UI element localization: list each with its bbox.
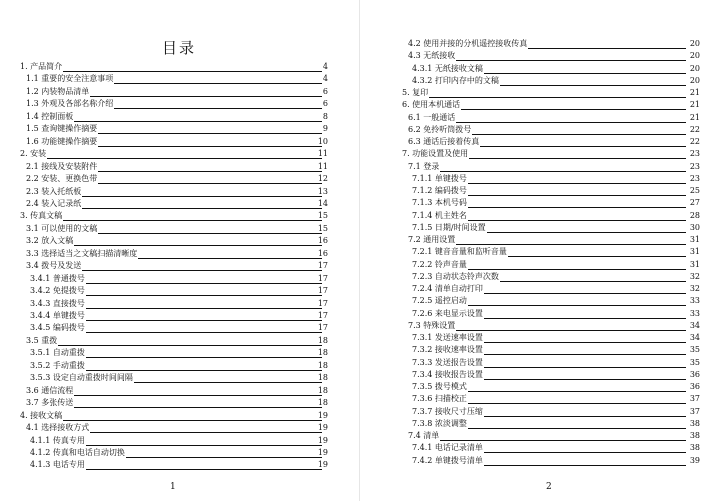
toc-entry-page: 19 (317, 447, 328, 457)
toc-entry-label: 3.6 通信流程 (26, 385, 74, 395)
toc-entry[interactable] (0, 285, 358, 297)
toc-entry[interactable] (362, 197, 720, 209)
toc-entry-page: 12 (317, 174, 328, 184)
toc-entry[interactable] (362, 99, 720, 111)
toc-entry-label: 1.6 功能键操作摘要 (26, 136, 98, 146)
toc-entry[interactable] (362, 173, 720, 185)
page-number-right: 2 (546, 482, 552, 492)
toc-entry[interactable] (362, 344, 720, 356)
toc-entry[interactable] (0, 422, 358, 434)
toc-entry-page: 25 (689, 186, 700, 195)
toc-entry-page: 33 (689, 308, 700, 318)
toc-entry-page: 6 (322, 99, 328, 109)
toc-entry[interactable] (362, 381, 720, 393)
toc-entry[interactable] (0, 161, 358, 173)
toc-entry-label: 3.4.2 免提拨号 (30, 286, 85, 296)
toc-leader-line (408, 440, 686, 441)
toc-entry[interactable] (0, 223, 358, 235)
toc-entry-label: 7.3.8 浓淡调整 (412, 418, 467, 428)
toc-entry-label: 4.3.1 无纸接收文稿 (412, 63, 483, 73)
toc-entry-label: 3.4.4 单键拨号 (30, 311, 85, 320)
toc-entry-label: 1.5 查询键操作摘要 (26, 124, 98, 134)
toc-entry-page: 17 (317, 298, 328, 308)
toc-leader-line (26, 345, 322, 346)
toc-entry[interactable] (362, 124, 720, 136)
toc-entry-page: 23 (689, 173, 700, 183)
toc-entry[interactable] (362, 112, 720, 124)
toc-entry-page: 20 (689, 75, 700, 85)
toc-entry-label: 7.2.3 自动状态铃声次数 (412, 271, 499, 281)
page-divider (359, 0, 360, 501)
toc-entry-page: 37 (689, 406, 700, 416)
toc-entry[interactable] (362, 50, 720, 62)
toc-entry-page: 34 (689, 320, 700, 330)
toc-entry[interactable] (0, 210, 358, 222)
toc-entry-label: 7.2.1 键音音量和监听音量 (412, 247, 507, 257)
toc-entry[interactable] (0, 447, 358, 459)
toc-entry-page: 39 (689, 455, 700, 465)
toc-entry-page: 18 (317, 348, 328, 358)
toc-entry-page: 4 (322, 62, 328, 71)
toc-entry[interactable] (362, 271, 720, 283)
toc-entry-page: 38 (689, 431, 700, 440)
toc-entry-page: 11 (317, 161, 328, 171)
toc-entry-page: 17 (317, 286, 328, 296)
toc-entry-label: 7.2.5 遥控启动 (412, 296, 467, 306)
toc-entry-page: 36 (689, 382, 700, 391)
toc-entry-label: 2. 安装 (20, 149, 47, 159)
toc-entry-label: 4.3.2 打印内存中的文稿 (412, 75, 499, 85)
toc-entry-label: 2.2 安装、更换色带 (26, 174, 98, 184)
toc-entry[interactable] (0, 435, 358, 447)
toc-entry-page: 18 (317, 398, 328, 408)
toc-entry-label: 2.1 接线及安装附件 (26, 161, 98, 171)
toc-entry-label: 7.3.5 拨号模式 (412, 382, 467, 391)
toc-entry-page: 19 (317, 410, 328, 420)
toc-entry-label: 7.2 通用设置 (408, 235, 456, 244)
toc-entry-label: 7.3.1 发送速率设置 (412, 333, 483, 342)
toc-entry[interactable] (362, 308, 720, 320)
toc-entry-label: 7.3 特殊设置 (408, 320, 456, 330)
toc-entry-label: 1.1 重要的安全注意事项 (26, 74, 114, 84)
toc-entry[interactable] (362, 210, 720, 222)
toc-entry-page: 32 (689, 284, 700, 293)
toc-page-right (362, 0, 720, 501)
toc-entry[interactable] (0, 322, 358, 334)
toc-entry[interactable] (362, 136, 720, 148)
toc-list-right (362, 0, 720, 501)
toc-entry-label: 3. 传真文稿 (20, 211, 63, 221)
toc-entry[interactable] (0, 235, 358, 247)
toc-entry-label: 7.3.2 接收速率设置 (412, 345, 483, 355)
toc-leader-line (20, 420, 322, 421)
toc-entry[interactable] (0, 111, 358, 123)
toc-entry-page: 10 (317, 136, 328, 146)
toc-entry[interactable] (362, 430, 720, 442)
toc-entry-page: 35 (689, 345, 700, 355)
toc-entry-label: 3.2 放入文稿 (26, 236, 74, 246)
toc-entry[interactable] (0, 310, 358, 322)
toc-title: 目录 (161, 39, 196, 57)
toc-entry[interactable] (0, 459, 358, 471)
toc-entry[interactable] (0, 186, 358, 198)
toc-entry[interactable] (362, 161, 720, 173)
toc-entry[interactable] (0, 410, 358, 422)
toc-entry-label: 7.3.3 发送报告设置 (412, 357, 483, 367)
toc-entry[interactable] (362, 393, 720, 405)
toc-entry[interactable] (0, 248, 358, 260)
page-number-left: 1 (170, 482, 176, 492)
toc-entry-page: 21 (689, 100, 700, 110)
toc-entry[interactable] (0, 298, 358, 310)
toc-entry[interactable] (0, 148, 358, 160)
toc-entry-page: 22 (689, 124, 700, 134)
toc-entry[interactable] (0, 98, 358, 110)
toc-entry-page: 19 (317, 460, 328, 470)
toc-entry[interactable] (0, 273, 358, 285)
toc-entry[interactable] (0, 385, 358, 397)
toc-entry-label: 3.5 重拨 (26, 335, 58, 345)
toc-entry-label: 7.4 清单 (408, 431, 440, 440)
toc-entry-label: 1.2 内装物品清单 (26, 86, 90, 96)
toc-entry[interactable] (0, 61, 358, 73)
toc-entry-label: 3.4.3 直接拨号 (30, 298, 85, 308)
toc-entry[interactable] (0, 136, 358, 148)
toc-entry[interactable] (362, 234, 720, 246)
toc-entry-label: 4.1.2 传真和电话自动切换 (30, 447, 125, 457)
toc-entry-page: 37 (689, 394, 700, 404)
toc-entry[interactable] (362, 295, 720, 307)
toc-entry-page: 20 (689, 39, 700, 48)
toc-entry[interactable] (362, 320, 720, 332)
toc-entry-label: 4.3 无纸接收 (408, 51, 456, 61)
toc-entry-page: 23 (689, 161, 700, 171)
toc-entry-page: 4 (322, 74, 328, 84)
toc-entry-label: 4.1.3 电话专用 (30, 460, 85, 470)
toc-entry-page: 18 (317, 360, 328, 370)
toc-entry-label: 2.3 装入托纸板 (26, 186, 82, 196)
toc-entry-page: 17 (317, 273, 328, 283)
toc-entry[interactable] (0, 73, 358, 85)
toc-entry-page: 9 (322, 124, 328, 134)
toc-entry-page: 20 (689, 51, 700, 61)
toc-entry[interactable] (362, 63, 720, 75)
toc-entry-page: 31 (689, 235, 700, 244)
toc-entry[interactable] (362, 406, 720, 418)
toc-entry-page: 28 (689, 210, 700, 220)
toc-entry-page: 32 (689, 271, 700, 281)
toc-entry-label: 4. 接收文稿 (20, 410, 63, 420)
toc-entry[interactable] (0, 335, 358, 347)
toc-entry-page: 17 (317, 261, 328, 271)
toc-entry-page: 13 (317, 186, 328, 196)
toc-entry-label: 7.1.4 机主姓名 (412, 210, 467, 220)
toc-entry-page: 18 (317, 373, 328, 383)
toc-entry-page: 18 (317, 335, 328, 345)
toc-entry[interactable] (0, 347, 358, 359)
toc-entry[interactable] (0, 260, 358, 272)
toc-entry-label: 1.3 外观及各部名称介绍 (26, 99, 114, 109)
toc-entry-page: 21 (689, 112, 700, 122)
toc-entry-label: 7.4.2 单键拨号清单 (412, 455, 483, 465)
toc-entry-page: 17 (317, 311, 328, 320)
toc-page-left (0, 0, 358, 501)
toc-entry-page: 16 (317, 236, 328, 246)
toc-entry-page: 38 (689, 443, 700, 453)
toc-entry-page: 21 (689, 88, 700, 97)
toc-entry-label: 2.4 装入记录纸 (26, 198, 82, 208)
toc-entry-label: 3.7 多张传送 (26, 398, 74, 408)
toc-entry-label: 7.3.7 接收尺寸压缩 (412, 406, 483, 416)
toc-entry[interactable] (0, 198, 358, 210)
toc-leader-line (408, 171, 686, 172)
toc-entry-label: 3.5.3 设定自动重拨时间间隔 (30, 373, 133, 383)
toc-entry-page: 23 (689, 149, 700, 159)
toc-entry[interactable] (362, 259, 720, 271)
toc-entry-page: 36 (689, 369, 700, 379)
toc-entry-label: 7.2.2 铃声音量 (412, 259, 467, 269)
toc-entry[interactable] (362, 75, 720, 87)
toc-entry-label: 7.2.6 来电显示设置 (412, 308, 483, 318)
toc-entry-label: 1. 产品简介 (20, 62, 63, 71)
toc-entry-page: 20 (689, 63, 700, 73)
toc-entry-page: 33 (689, 296, 700, 306)
toc-entry-label: 3.4.1 普通拨号 (30, 273, 85, 283)
toc-entry-label: 6.3 通话后接着传真 (408, 137, 480, 146)
toc-entry[interactable] (362, 455, 720, 467)
toc-entry-page: 38 (689, 418, 700, 428)
toc-entry-page: 8 (322, 111, 328, 121)
toc-entry-label: 4.1.1 传真专用 (30, 435, 85, 445)
toc-entry-label: 7.2.4 清单自动打印 (412, 284, 483, 293)
toc-entry-page: 11 (317, 149, 328, 159)
toc-entry[interactable] (362, 148, 720, 160)
toc-entry-label: 7.3.4 接收报告设置 (412, 369, 483, 379)
toc-entry-label: 3.1 可以使用的文稿 (26, 223, 98, 233)
toc-entry-page: 15 (317, 211, 328, 221)
toc-entry-page: 22 (689, 137, 700, 146)
toc-entry-page: 17 (317, 323, 328, 333)
toc-entry-label: 4.1 选择接收方式 (26, 423, 90, 433)
toc-leader-line (20, 220, 322, 221)
toc-entry-page: 16 (317, 248, 328, 258)
toc-entry[interactable] (362, 185, 720, 197)
toc-entry[interactable] (362, 38, 720, 50)
toc-entry-label: 3.4 拨号及发送 (26, 261, 82, 271)
toc-entry-label: 7.1 登录 (408, 161, 440, 171)
toc-entry-label: 7. 功能设置及使用 (402, 149, 469, 159)
toc-entry-label: 7.4.1 电话记录清单 (412, 443, 483, 453)
toc-entry-label: 7.1.1 单键拨号 (412, 173, 467, 183)
toc-entry-label: 5. 复印 (402, 88, 429, 97)
toc-entry-label: 4.2 使用并接的分机遥控接收传真 (408, 39, 528, 48)
toc-entry[interactable] (0, 173, 358, 185)
toc-entry-page: 18 (317, 385, 328, 395)
toc-entry[interactable] (362, 442, 720, 454)
toc-entry-label: 3.3 选择适当之文稿扫描清晰度 (26, 248, 138, 258)
toc-entry-label: 6. 使用本机通话 (402, 100, 461, 110)
toc-entry-page: 35 (689, 357, 700, 367)
toc-entry-page: 19 (317, 435, 328, 445)
toc-entry-label: 3.5.1 自动重拨 (30, 348, 85, 358)
toc-entry-label: 7.1.2 编码拨号 (412, 186, 467, 195)
toc-entry-label: 7.1.5 日期/时间设置 (412, 222, 486, 232)
toc-entry-page: 14 (317, 198, 328, 208)
toc-entry-page: 31 (689, 247, 700, 257)
toc-entry-label: 6.2 免拎听筒拨号 (408, 124, 472, 134)
toc-entry-label: 3.4.5 编码拨号 (30, 323, 85, 333)
toc-entry[interactable] (362, 87, 720, 99)
toc-entry[interactable] (0, 123, 358, 135)
toc-entry[interactable] (362, 418, 720, 430)
toc-entry[interactable] (0, 86, 358, 98)
toc-leader-line (402, 97, 686, 98)
toc-entry-page: 15 (317, 223, 328, 233)
toc-entry[interactable] (0, 397, 358, 409)
toc-entry-page: 6 (322, 86, 328, 96)
toc-entry-page: 27 (689, 198, 700, 208)
toc-entry[interactable] (362, 332, 720, 344)
toc-entry[interactable] (362, 283, 720, 295)
toc-entry[interactable] (362, 357, 720, 369)
toc-entry-page: 30 (689, 222, 700, 232)
toc-entry-page: 34 (689, 333, 700, 342)
toc-entry-label: 3.5.2 手动重拨 (30, 360, 85, 370)
toc-entry-page: 31 (689, 259, 700, 269)
toc-entry-page: 19 (317, 423, 328, 433)
toc-entry-label: 7.3.6 扫描校正 (412, 394, 467, 404)
toc-entry-label: 7.1.3 本机号码 (412, 198, 467, 208)
toc-leader-line (20, 158, 322, 159)
toc-entry-label: 1.4 控制面板 (26, 111, 74, 121)
toc-entry[interactable] (362, 246, 720, 258)
toc-entry[interactable] (0, 372, 358, 384)
toc-list-left (0, 0, 358, 501)
toc-leader-line (20, 71, 322, 72)
toc-entry[interactable] (0, 360, 358, 372)
toc-entry[interactable] (362, 369, 720, 381)
toc-entry[interactable] (362, 222, 720, 234)
toc-entry-label: 6.1 一般通话 (408, 112, 456, 122)
